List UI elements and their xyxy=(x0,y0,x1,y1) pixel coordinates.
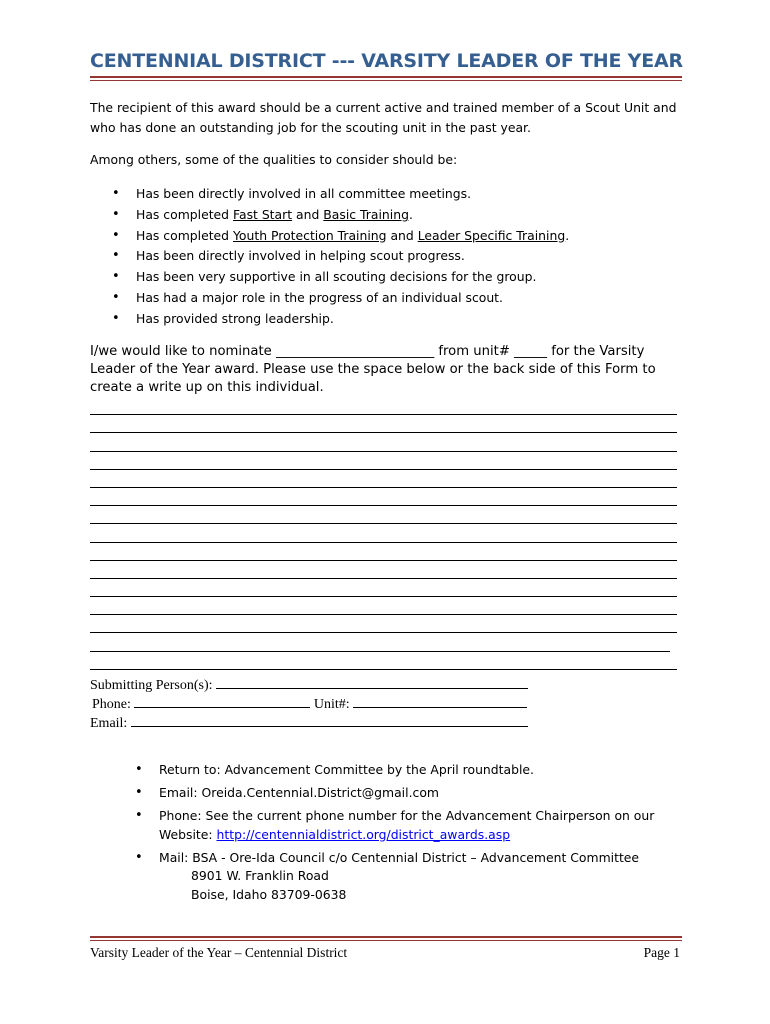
list-item xyxy=(90,267,680,288)
unit-field[interactable] xyxy=(353,695,527,708)
address-line-2: Boise, Idaho 83709-0638 xyxy=(191,886,347,902)
quality-text: Has completed xyxy=(136,227,233,243)
fast-start-link[interactable]: Fast Start xyxy=(232,206,293,222)
list-item xyxy=(90,807,690,844)
return-email-text: Email: Oreida.Centennial.District@gmail.com xyxy=(159,785,439,800)
writeup-line[interactable] xyxy=(90,597,677,615)
return-mail-text: Mail: BSA - Ore-Ida Council c/o Centennial District – Advancement Committee xyxy=(159,849,640,865)
leader-specific-link[interactable]: Leader Specific Training xyxy=(417,227,566,243)
writeup-line[interactable] xyxy=(90,415,677,433)
qualities-intro: Among others, some of the qualities to consider should be: xyxy=(90,152,458,167)
footer-rule xyxy=(90,936,682,938)
return-phone-text: Phone: See the current phone number for the Advancement Chairperson on our xyxy=(159,808,655,823)
phone-row xyxy=(90,695,550,714)
address-line-1: 8901 W. Franklin Road xyxy=(191,868,329,883)
header-rule-thin xyxy=(90,80,682,81)
quality-text: Has had a major role in the progress of an individual scout. xyxy=(136,289,503,305)
page-title: CENTENNIAL DISTRICT --- VARSITY LEADER OF THE YEAR xyxy=(90,50,683,72)
writeup-line[interactable] xyxy=(90,397,677,415)
submitting-person-label: Submitting Person(s): xyxy=(90,678,213,693)
header-rule xyxy=(90,76,682,78)
writeup-line[interactable] xyxy=(90,652,677,670)
quality-text: Has been directly involved in helping scout progress. xyxy=(136,248,465,264)
list-item xyxy=(90,309,680,330)
quality-text: Has been very supportive in all scouting decisions for the group. xyxy=(136,269,537,285)
return-instructions xyxy=(90,761,690,909)
phone-label: Phone: xyxy=(92,697,131,712)
writeup-line[interactable] xyxy=(90,561,677,579)
quality-text: . xyxy=(408,206,413,222)
email-field[interactable] xyxy=(131,714,528,727)
submitting-person-row xyxy=(90,676,550,695)
list-item xyxy=(90,849,690,905)
writeup-line[interactable] xyxy=(90,488,677,506)
quality-text: and xyxy=(386,227,418,243)
footer-title: Varsity Leader of the Year – Centennial District xyxy=(90,945,348,960)
writeup-line[interactable] xyxy=(90,433,677,451)
quality-text: and xyxy=(292,206,324,222)
return-to-text: Return to: Advancement Committee by the April roundtable. xyxy=(159,762,534,777)
submitter-section xyxy=(90,676,550,733)
phone-field[interactable] xyxy=(134,695,310,708)
writeup-line[interactable] xyxy=(90,615,677,633)
quality-text: Has been directly involved in all committee meetings. xyxy=(136,186,472,201)
page-number: Page 1 xyxy=(643,945,680,960)
list-item xyxy=(90,246,680,267)
quality-text: . xyxy=(565,227,570,243)
qualities-list xyxy=(90,184,680,330)
unit-label: Unit#: xyxy=(313,697,350,712)
writeup-line[interactable] xyxy=(90,543,677,561)
youth-protection-link[interactable]: Youth Protection Training xyxy=(232,227,387,243)
nomination-paragraph: I/we would like to nominate ________________________ from unit# _____ for the Varsity Leader of the Year award. Please use the space below or the back side of this Form to create a write up on this individual. xyxy=(90,344,656,395)
website-link[interactable]: http://centennialdistrict.org/district_awards.asp xyxy=(216,826,511,842)
basic-training-link[interactable]: Basic Training xyxy=(323,206,409,222)
footer-rule-thin xyxy=(90,940,682,941)
quality-text: Has provided strong leadership. xyxy=(136,310,334,326)
writeup-line[interactable] xyxy=(90,524,677,542)
list-item xyxy=(90,184,680,205)
email-row xyxy=(90,714,550,733)
list-item xyxy=(90,205,680,226)
quality-text: Has completed xyxy=(136,206,233,222)
writeup-line[interactable] xyxy=(90,506,677,524)
writeup-line[interactable] xyxy=(90,633,670,651)
intro-paragraph: The recipient of this award should be a current active and trained member of a Scout Unit and who has done an outstanding job for the scouting unit in the past year. xyxy=(90,100,677,135)
list-item xyxy=(90,761,690,780)
writeup-area[interactable] xyxy=(90,397,677,670)
submitting-person-field[interactable] xyxy=(216,676,528,689)
list-item xyxy=(90,784,690,803)
email-label: Email: xyxy=(90,716,128,731)
writeup-line[interactable] xyxy=(90,470,677,488)
list-item xyxy=(90,288,680,309)
writeup-line[interactable] xyxy=(90,579,677,597)
website-label: Website: xyxy=(159,826,217,842)
list-item xyxy=(90,226,680,247)
writeup-line[interactable] xyxy=(90,452,677,470)
